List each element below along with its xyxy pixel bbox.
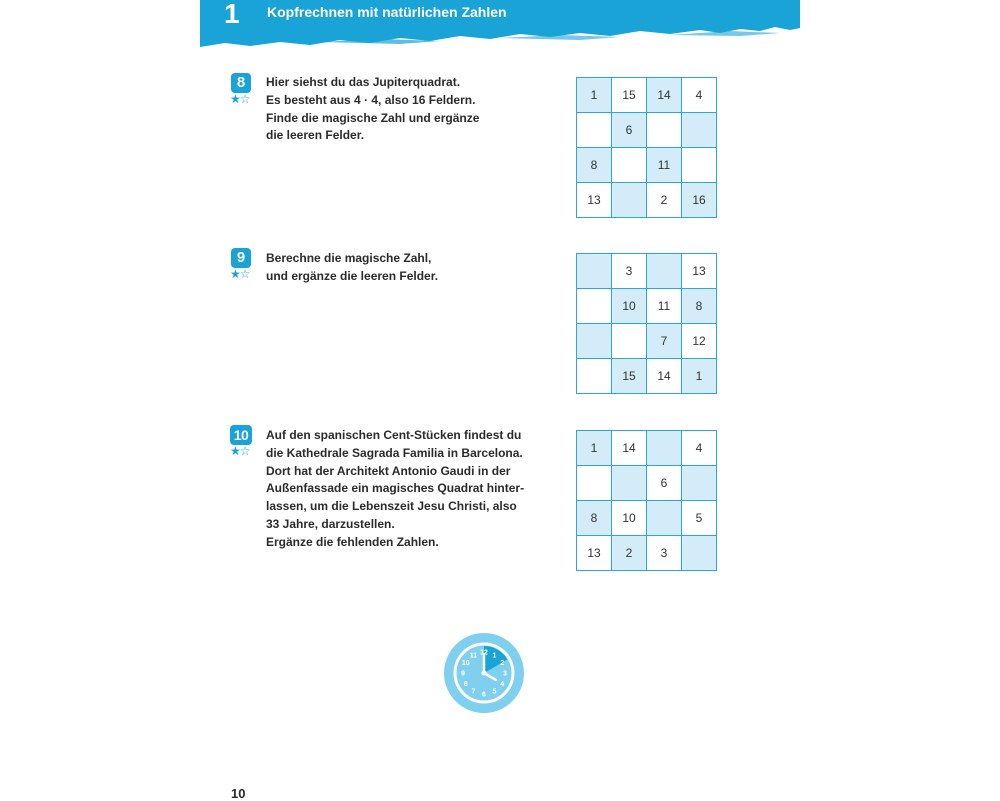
grid-cell: 5 [682, 501, 717, 536]
grid-row [577, 148, 717, 183]
grid-cell-empty[interactable] [682, 148, 717, 183]
grid-cell-empty[interactable] [647, 254, 682, 289]
grid-cell: 14 [647, 78, 682, 113]
task-line: lassen, um die Lebenszeit Jesu Christi, also [266, 499, 517, 514]
grid-row [577, 466, 717, 501]
grid-cell-empty[interactable] [682, 466, 717, 501]
task-line: Ergänze die fehlenden Zahlen. [266, 534, 439, 549]
grid-row [577, 289, 717, 324]
clock-number: 6 [482, 691, 486, 699]
grid-cell-empty[interactable] [577, 289, 612, 324]
clock-number: 1 [492, 652, 497, 660]
task-text [266, 250, 438, 286]
difficulty-stars-icon: ★☆ [230, 444, 250, 458]
task-number-badge: 9 [231, 248, 251, 268]
grid-cell-empty[interactable] [647, 113, 682, 148]
task-number-badge: 8 [231, 73, 251, 93]
task-number-badge: 10 [230, 425, 252, 445]
magic-square-grid [576, 430, 717, 571]
task-line: Hier siehst du das Jupiterquadrat. [266, 75, 461, 89]
difficulty-stars-icon: ★☆ [230, 92, 250, 106]
task-line: 33 Jahre, darzustellen. [266, 516, 395, 531]
grid-cell: 13 [682, 254, 717, 289]
task-line: Auf den spanischen Cent-Stücken findest du [266, 428, 522, 442]
grid-cell-empty[interactable] [577, 359, 612, 394]
magic-square-grid [576, 253, 717, 394]
grid-row [577, 183, 717, 218]
clock-number: 11 [469, 652, 478, 660]
task-line: die leeren Felder. [266, 128, 365, 143]
grid-cell-empty[interactable] [577, 254, 612, 289]
grid-cell-empty[interactable] [612, 183, 647, 218]
grid-cell-empty[interactable] [647, 431, 682, 466]
task-line: Es besteht aus 4 · 4, also 16 Feldern. [266, 92, 476, 107]
clock-number: 8 [463, 681, 468, 688]
grid-cell: 8 [682, 289, 717, 324]
grid-cell-empty[interactable] [577, 324, 612, 359]
grid-cell-empty[interactable] [577, 466, 612, 501]
task-line: und ergänze die leeren Felder. [266, 268, 439, 283]
grid-cell: 1 [682, 359, 717, 394]
grid-cell: 1 [577, 78, 612, 113]
grid-cell: 8 [577, 501, 612, 536]
grid-cell: 6 [612, 113, 647, 148]
grid-row [577, 324, 717, 359]
grid-cell: 15 [612, 78, 647, 113]
clock-number: 12 [480, 649, 488, 657]
clock-number: 9 [461, 670, 465, 678]
grid-row [577, 501, 717, 536]
grid-cell: 3 [612, 254, 647, 289]
task-line: Berechne die magische Zahl, [266, 251, 432, 265]
grid-row [577, 536, 717, 571]
grid-cell: 14 [647, 359, 682, 394]
clock-number: 4 [500, 681, 505, 688]
clock-number: 5 [492, 688, 497, 696]
task-text [266, 427, 524, 552]
grid-cell: 8 [577, 148, 612, 183]
grid-cell-empty[interactable] [612, 148, 647, 183]
grid-cell: 6 [647, 466, 682, 501]
grid-cell: 4 [682, 78, 717, 113]
difficulty-stars-icon: ★☆ [230, 267, 250, 281]
grid-cell-empty[interactable] [577, 113, 612, 148]
chapter-number: 1 [224, 0, 240, 29]
grid-cell: 1 [577, 431, 612, 466]
task-line: Finde die magische Zahl und ergänze [266, 110, 480, 125]
clock-number: 10 [461, 660, 470, 667]
grid-cell: 14 [612, 431, 647, 466]
grid-cell: 12 [682, 324, 717, 359]
grid-cell: 2 [612, 536, 647, 571]
task-line: Dort hat der Architekt Antonio Gaudi in der [266, 463, 511, 478]
grid-cell-empty[interactable] [682, 113, 717, 148]
grid-cell: 13 [577, 536, 612, 571]
magic-square-grid [576, 77, 717, 218]
grid-cell: 3 [647, 536, 682, 571]
task-line: die Kathedrale Sagrada Familia in Barcelona. [266, 445, 523, 460]
grid-cell: 2 [647, 183, 682, 218]
clock-number: 7 [471, 688, 476, 696]
grid-row [577, 78, 717, 113]
grid-row [577, 359, 717, 394]
grid-cell: 4 [682, 431, 717, 466]
chapter-title: Kopfrechnen mit natürlichen Zahlen [267, 4, 507, 20]
grid-cell-empty[interactable] [647, 501, 682, 536]
grid-row [577, 431, 717, 466]
grid-cell: 7 [647, 324, 682, 359]
grid-cell-empty[interactable] [612, 324, 647, 359]
grid-row [577, 113, 717, 148]
task-text [266, 74, 479, 145]
grid-cell: 11 [647, 148, 682, 183]
grid-cell: 13 [577, 183, 612, 218]
grid-cell-empty[interactable] [612, 466, 647, 501]
grid-cell: 11 [647, 289, 682, 324]
page-number: 10 [231, 786, 246, 801]
grid-cell: 16 [682, 183, 717, 218]
grid-row [577, 254, 717, 289]
clock-number: 2 [500, 660, 505, 667]
grid-cell: 10 [612, 289, 647, 324]
clock-number: 3 [503, 670, 507, 678]
grid-cell: 10 [612, 501, 647, 536]
stopwatch-clock-icon [443, 632, 525, 714]
task-line: Außenfassade ein magisches Quadrat hinter- [266, 481, 525, 496]
grid-cell: 15 [612, 359, 647, 394]
grid-cell-empty[interactable] [682, 536, 717, 571]
